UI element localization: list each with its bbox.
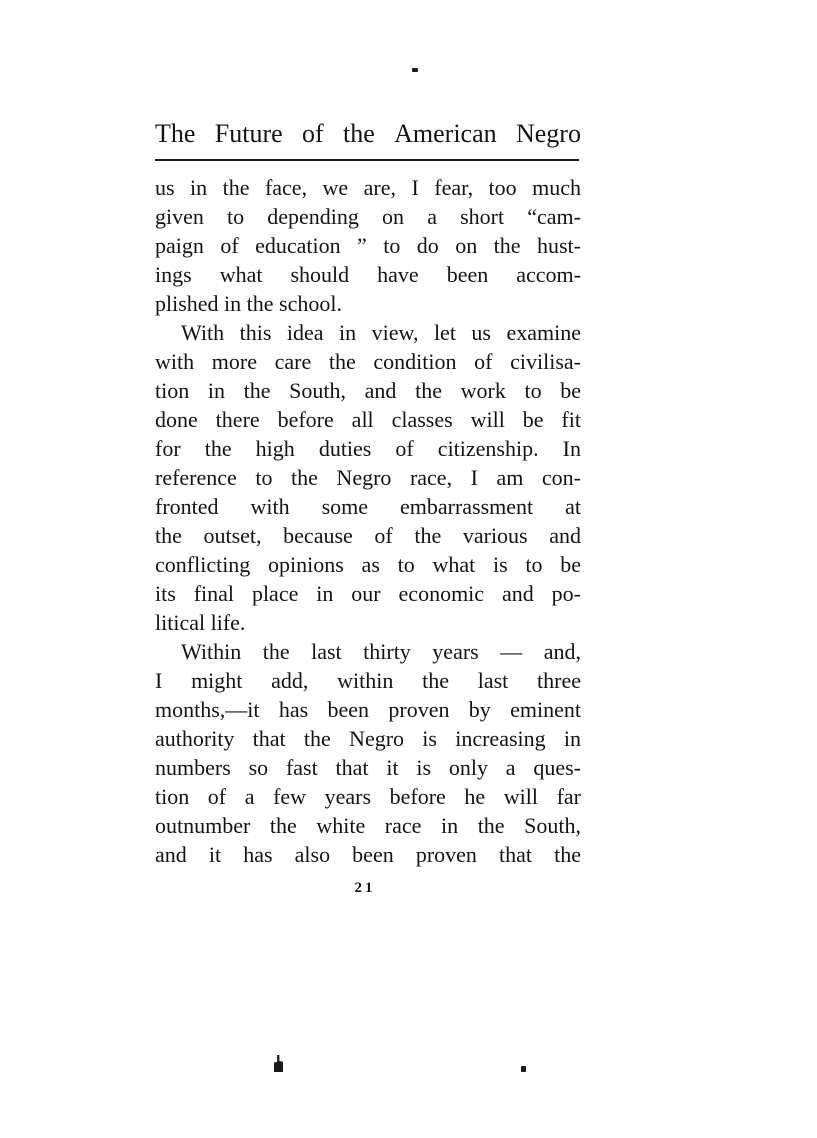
text-line: reference to the Negro race, I am con-: [155, 465, 581, 490]
ink-speck-top: [412, 68, 418, 72]
running-head-word: of: [302, 119, 324, 148]
text-line: tion in the South, and the work to be: [155, 378, 581, 403]
text-line: its final place in our economic and po-: [155, 581, 581, 606]
text-line: litical life.: [155, 610, 246, 635]
text-line: with more care the condition of civilisa-: [155, 349, 581, 374]
running-head-word: the: [343, 119, 375, 148]
text-line: fronted with some embarrassment at: [155, 494, 581, 519]
text-line: given to depending on a short “cam-: [155, 204, 581, 229]
text-line: paign of education ” to do on the hust-: [155, 233, 581, 258]
text-line: conflicting opinions as to what is to be: [155, 552, 581, 577]
text-line: the outset, because of the various and: [155, 523, 581, 548]
text-line: numbers so fast that it is only a ques-: [155, 755, 581, 780]
running-head-word: Future: [214, 119, 283, 148]
text-line: for the high duties of citizenship. In: [155, 436, 581, 461]
running-head-word: American: [394, 119, 497, 148]
text-line: Within the last thirty years — and,: [181, 639, 581, 664]
text-line: authority that the Negro is increasing in: [155, 726, 581, 751]
text-line: done there before all classes will be fit: [155, 407, 581, 432]
text-line: plished in the school.: [155, 291, 342, 316]
text-line: us in the face, we are, I fear, too much: [155, 175, 581, 200]
ink-blot-bottom-left: [274, 1055, 283, 1072]
running-head-word: The: [155, 119, 196, 148]
text-line: outnumber the white race in the South,: [155, 813, 581, 838]
text-line: tion of a few years before he will far: [155, 784, 581, 809]
text-line: With this idea in view, let us examine: [181, 320, 581, 345]
body-text: [155, 173, 581, 869]
text-line: and it has also been proven that the: [155, 842, 581, 867]
text-line: I might add, within the last three: [155, 668, 581, 693]
ink-speck-bottom-right: [521, 1066, 526, 1072]
running-head: [155, 116, 581, 152]
text-line: months,—it has been proven by eminent: [155, 697, 581, 722]
text-line: ings what should have been accom-: [155, 262, 581, 287]
running-head-word: Negro: [515, 119, 581, 148]
page-number: 21: [354, 880, 376, 896]
header-rule: [155, 159, 579, 161]
